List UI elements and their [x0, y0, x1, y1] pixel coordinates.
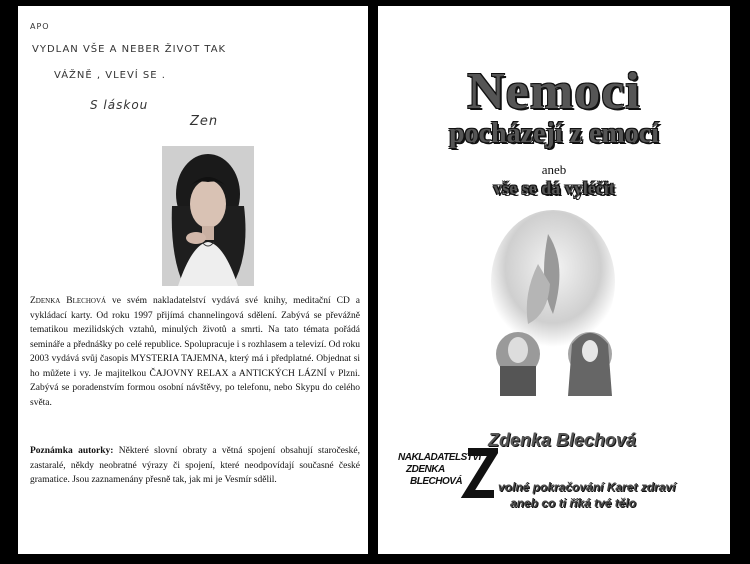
handwritten-note-line: VÁŽNĚ , VLEVÍ SE .	[54, 70, 166, 81]
handwritten-signature-greeting: S láskou	[90, 98, 149, 112]
handwritten-note-line: APO	[30, 22, 50, 31]
publisher-logo	[398, 442, 498, 504]
book-title-connector: aneb	[541, 162, 567, 177]
left-page	[18, 6, 368, 554]
author-photo	[162, 146, 254, 286]
author-note	[30, 444, 360, 488]
publisher-logo-line: ZDENKA	[406, 464, 445, 475]
right-page	[378, 6, 730, 554]
author-name: Zdenka Blechová	[30, 296, 107, 306]
publisher-logo-line: BLECHOVÁ	[410, 476, 463, 487]
handwritten-signature: Zen	[190, 114, 219, 129]
author-note-text: Některé slovní obraty a větná spojení obsahují staročeské, zastaralé, někdy neobratné výrazy či spojení, které neodpovídají současné české gramatice. Jsou zaznamenány přesně tak, jak mi je Vesmír sdělil.	[30, 446, 360, 485]
author-bio	[30, 294, 360, 410]
handwritten-note-line: VYDLAN VŠE A NEBER ŽIVOT TAK	[32, 44, 227, 55]
book-author: Zdenka Blechová	[488, 430, 637, 450]
cover-illustration	[478, 204, 628, 404]
author-bio-text: ve svém nakladatelství vydává své knihy, meditační CD a vykládací karty. Od roku 1997 přijímá channelingová sdělení. Zabývá se převážně tematikou mezilidských vztahů, minulých životů a smrti. Na tato témata pořádá semináře a přednášky po celé republice. Spolupracuje i s rozhlasem a televizí. Od roku 2003 vydává svůj časopis MYSTERIA TAJEMNA, který má i předplatné. Objednat si ho můžete i vy. Je majitelkou ČAJOVNY RELAX a ANTICKÝCH LÁZNÍ v Plzni. Zabývá se poradenstvím formou osobní návštěvy, po telefonu, nebo Skypu do celého světa.	[30, 296, 361, 408]
author-note-label: Poznámka autorky:	[30, 446, 114, 456]
book-subtitle: vše se dá vyléčit	[493, 178, 615, 198]
book-subtitle-line: aneb co ti říká tvé tělo	[510, 496, 637, 510]
publisher-logo-line: NAKLADATELSTVÍ	[398, 452, 481, 463]
book-subtitle-line: volné pokračování Karet zdraví	[498, 480, 676, 494]
book-title-subline: pocházejí z emocí	[449, 118, 659, 149]
book-title: Nemoci	[467, 63, 641, 120]
